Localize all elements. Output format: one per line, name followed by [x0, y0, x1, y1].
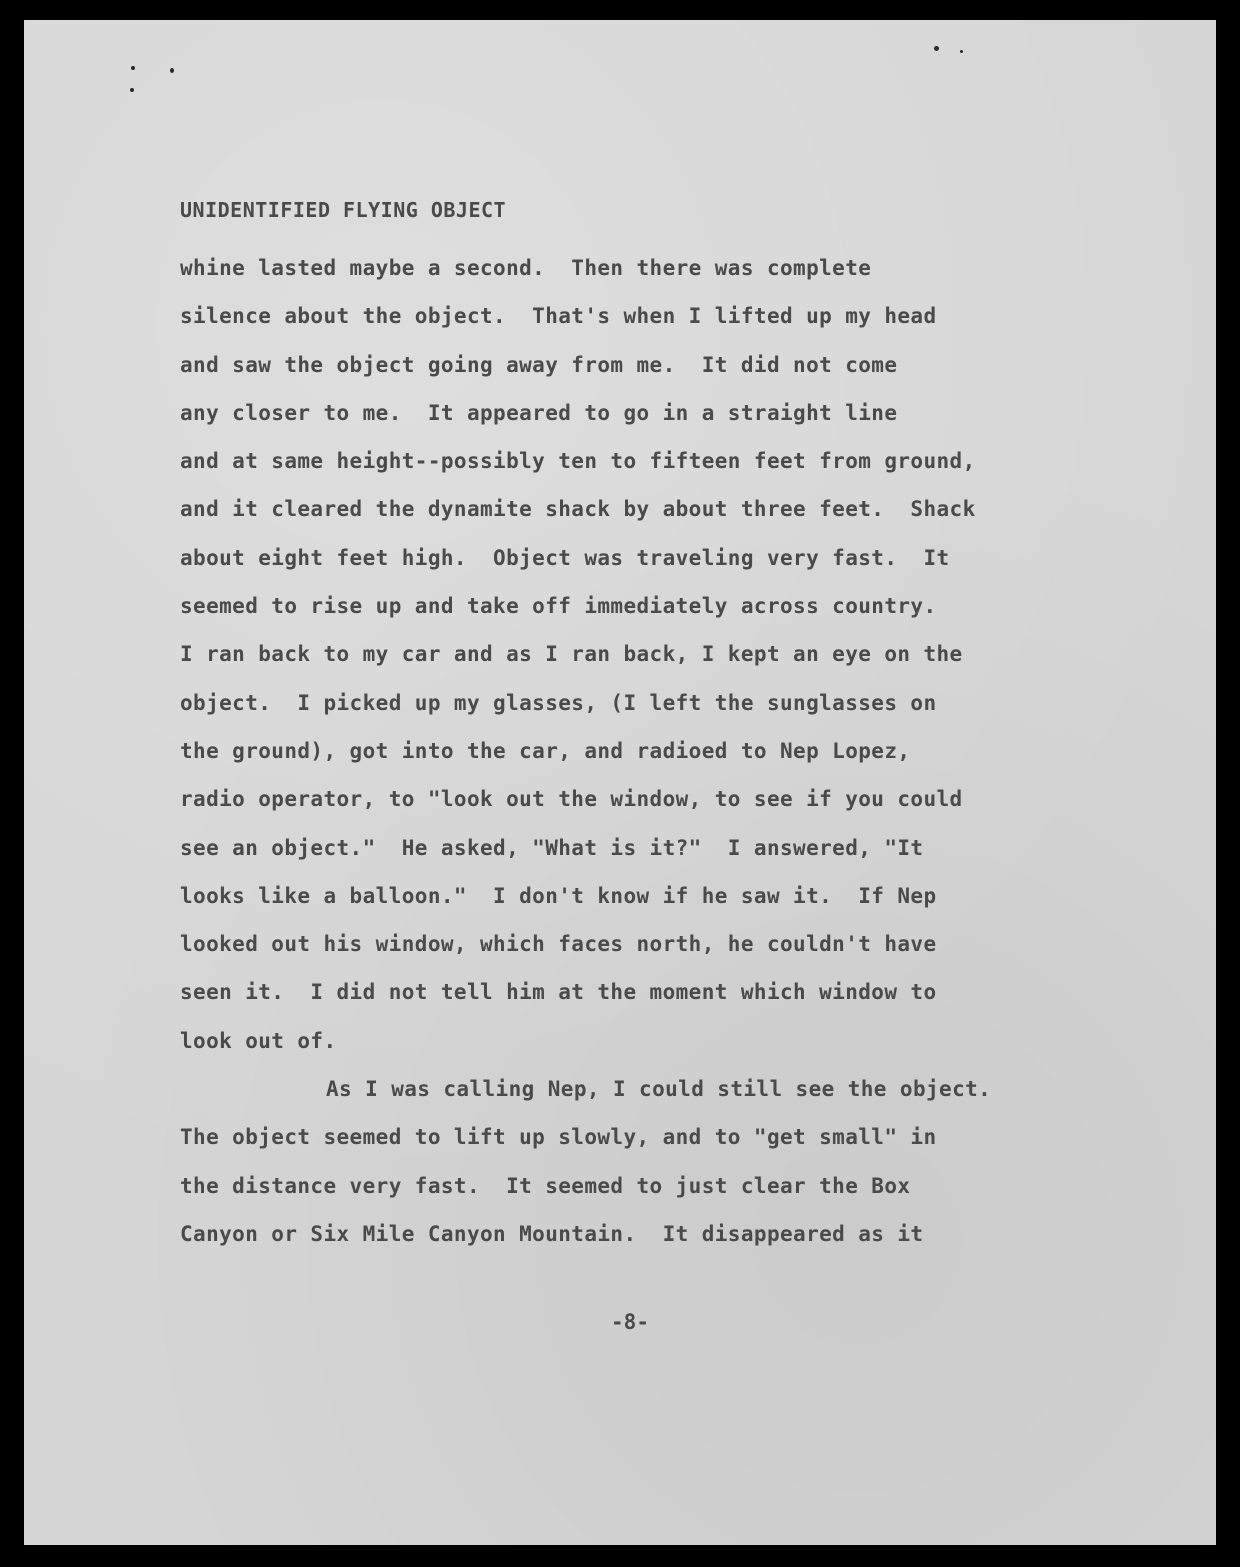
text-line: and it cleared the dynamite shack by about three feet. Shack: [180, 497, 976, 522]
text-line: any closer to me. It appeared to go in a straight line: [180, 400, 898, 425]
text-line: the distance very fast. It seemed to just clear the Box: [180, 1173, 911, 1198]
document-header: UNIDENTIFIED FLYING OBJECT: [180, 198, 507, 222]
text-line: and saw the object going away from me. It did not come: [180, 352, 898, 377]
text-line: I ran back to my car and as I ran back, I kept an eye on the: [180, 642, 963, 667]
text-line: seen it. I did not tell him at the moment which window to: [180, 980, 937, 1005]
text-line: The object seemed to lift up slowly, and to "get small" in: [180, 1125, 937, 1150]
document-body: [180, 244, 1140, 1258]
text-line: the ground), got into the car, and radioed to Nep Lopez,: [180, 738, 911, 763]
text-line: whine lasted maybe a second. Then there was complete: [180, 256, 872, 280]
text-line: see an object." He asked, "What is it?" I answered, "It: [180, 835, 924, 860]
page-number: -8-: [611, 1310, 649, 1334]
text-line: looks like a balloon." I don't know if he saw it. If Nep: [180, 883, 937, 908]
text-line: silence about the object. That's when I lifted up my head: [180, 304, 937, 329]
text-line: radio operator, to "look out the window, to see if you could: [180, 787, 963, 812]
speck-mark: [170, 68, 174, 73]
text-line: As I was calling Nep, I could still see the object.: [326, 1077, 992, 1102]
text-line: looked out his window, which faces north, he couldn't have: [180, 932, 937, 957]
speck-mark: [130, 88, 134, 92]
speck-mark: [131, 66, 135, 70]
speck-mark: [934, 46, 939, 51]
text-line: about eight feet high. Object was traveling very fast. It: [180, 545, 950, 570]
document-page: [24, 20, 1216, 1545]
text-line: Canyon or Six Mile Canyon Mountain. It disappeared as it: [180, 1221, 924, 1246]
text-line: look out of.: [180, 1028, 337, 1053]
text-line: seemed to rise up and take off immediately across country.: [180, 594, 937, 619]
text-line: object. I picked up my glasses, (I left the sunglasses on: [180, 690, 937, 715]
speck-mark: [960, 50, 963, 53]
text-line: and at same height--possibly ten to fifteen feet from ground,: [180, 449, 976, 474]
